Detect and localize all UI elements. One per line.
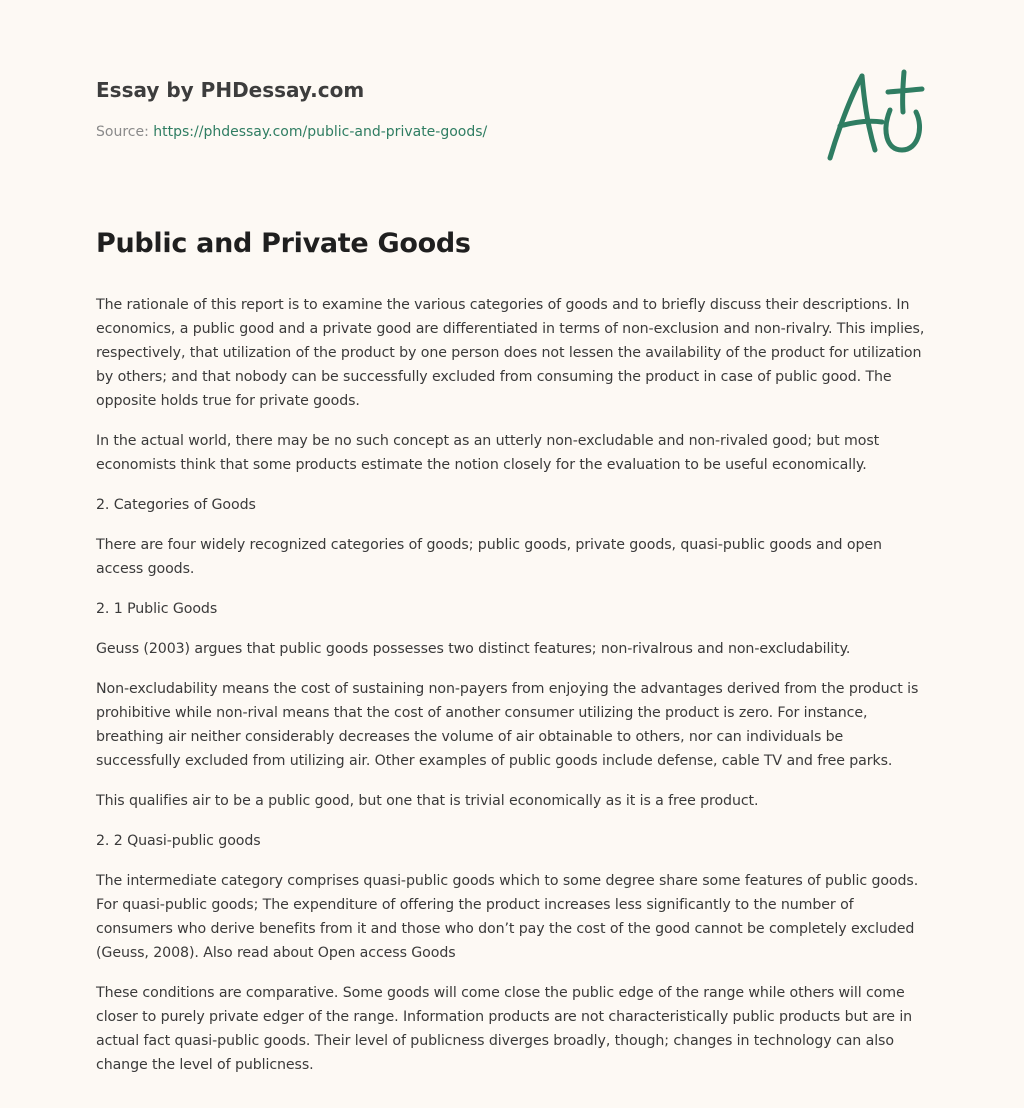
paragraph: In the actual world, there may be no such concept as an utterly non-excludable and non-rivaled good; but most economists think that some products estimate the notion closely for the evaluation to be useful economically. <box>96 433 880 473</box>
section-heading: 2. 1 Public Goods <box>96 601 218 617</box>
essay-header <box>96 74 796 142</box>
section-heading: 2. Categories of Goods <box>96 497 256 513</box>
site-title: Essay by PHDessay.com <box>96 78 365 102</box>
paragraph: Non-excludability means the cost of sustaining non-payers from enjoying the advantages derived from the product is prohibitive while non-rival means that the cost of another consumer utilizing the product is zero. For instance, breathing air neither considerably decreases the volume of air obtainable to others, nor can individuals be successfully excluded from utilizing air. Other examples of public goods include defense, cable TV and free parks. <box>96 681 919 769</box>
source-link[interactable]: https://phdessay.com/public-and-private-goods/ <box>153 124 488 140</box>
paragraph: The intermediate category comprises quasi-public goods which to some degree share some features of public goods. For quasi-public goods; The expenditure of offering the product increases less significantly to the number of consumers who derive benefits from it and those who don’t pay the cost of the good cannot be completely excluded (Geuss, 2008). Also read about Open access Goods <box>96 873 919 961</box>
article <box>96 222 928 1093</box>
paragraph: The rationale of this report is to examine the various categories of goods and to briefly discuss their descriptions. In economics, a public good and a private good are differentiated in terms of non-exclusion and non-rivalry. This implies, respectively, that utilization of the product by one person does not lessen the availability of the product for utilization by others; and that nobody can be successfully excluded from consuming the product in case of public good. The opposite holds true for private goods. <box>96 297 925 409</box>
paragraph: These conditions are comparative. Some goods will come close the public edge of the range while others will come closer to purely private edger of the range. Information products are not characteristically public products but are in actual fact quasi-public goods. Their level of publicness diverges broadly, though; changes in technology can also change the level of publicness. <box>96 985 913 1073</box>
a-plus-logo-icon <box>820 66 930 166</box>
source-line <box>96 122 796 142</box>
paragraph: Geuss (2003) argues that public goods possesses two distinct features; non-rivalrous and non-excludability. <box>96 641 851 657</box>
section-heading: 2. 2 Quasi-public goods <box>96 833 261 849</box>
paragraph: This qualifies air to be a public good, but one that is trivial economically as it is a free product. <box>96 793 759 809</box>
page-title: Public and Private Goods <box>96 228 471 259</box>
source-label: Source: <box>96 124 154 140</box>
paragraph: There are four widely recognized categories of goods; public goods, private goods, quasi-public goods and open access goods. <box>96 537 882 577</box>
